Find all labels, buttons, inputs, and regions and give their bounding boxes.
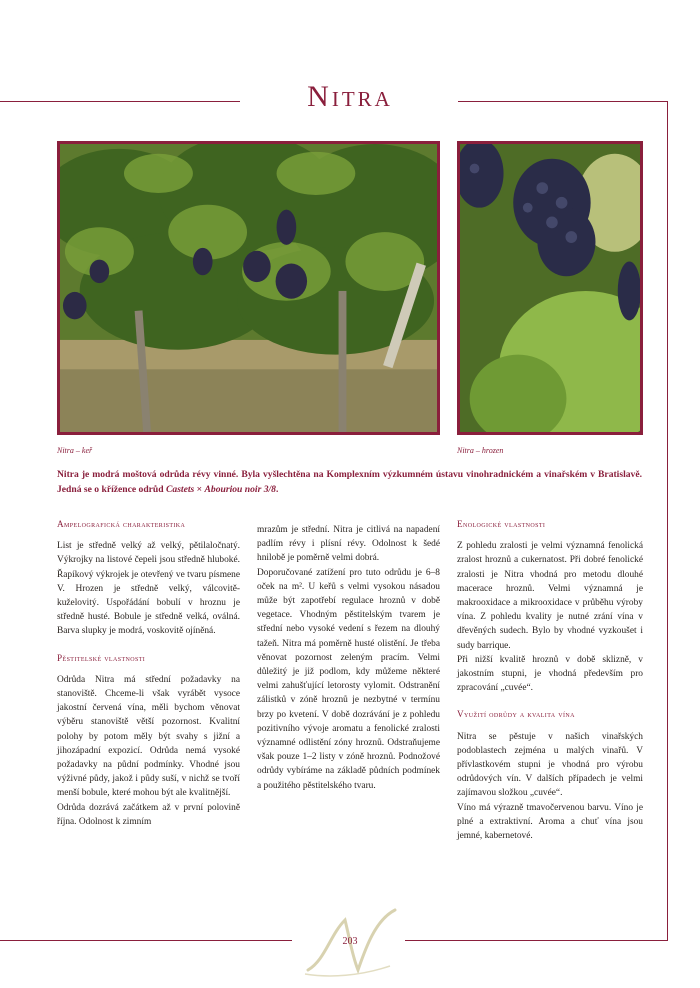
intro-paragraph (57, 467, 642, 497)
intro-cross-parent-1: Castets (166, 484, 195, 495)
pestitel-paragraph-2: Odrůda dozrává začátkem až v první polovině října. Odolnost k zimním (57, 802, 240, 827)
vyuziti-paragraph-2: Víno má výrazně tmavočervenou barvu. Víno je plné a extraktivní. Aroma a chuť vína jsou jemné, kabernetové. (457, 802, 643, 842)
grape-cluster-icon (460, 144, 640, 432)
column-right (457, 517, 643, 843)
intro-text: Nitra je modrá moštová odrůda révy vinné. Byla vyšlechtěna na Komplexním výzkumném ústavu vinohradnickém a vinařském v Bratislavě. Jedná se o křížence odrůd (57, 469, 642, 495)
section-heading-vyuziti: Využití odrůdy a kvalita vína (457, 709, 575, 720)
middle-paragraph-2: Doporučované zatížení pro tuto odrůdu je 6–8 oček na m². U keřů s velmi vysokou násadou může být zapotřebí regulace hroznů v době vegetace. Vhodným pěstitelským tvarem je střední nebo vysoké vedení s řezem na dlouhý tažeň. Nitra má poměrně husté olistění. Je třeba věnovat pozornost zeleným pracím. Velmi důležitý je již podlom, kdy můžeme některé velmi zahušťující letorosty vylomit. Odstranění zálistků v zóně hroznů je nezbytné v termínu brzy po kvetení. V době dozrávání je z pohledu pozitivního vývoje aromatu a fenolické zralosti významné odlistění zóny hroznů. Odstraňujeme však pouze 1–2 listy v zóně hroznů. Podnožové odrůdy vybíráme na základě půdních podmínek a použitého pěstitelského tvaru. (257, 567, 440, 791)
eno-paragraph-1: Z pohledu zralosti je velmi významná fenolická zralost hroznů a cukernatost. Při dobré fenolické zralosti je Nitra vhodná pro metodu dlouhé macerace hroznů. Velmi významná je makrooxidace a mikrooxidace v průběhu výroby vína. Z pohledu kvality je nutné zrání vína v dřevěných sudech. Bylo by vhodné vyzkoušet i sudy barrique. (457, 541, 643, 651)
bottom-rule-left (0, 940, 292, 941)
column-middle (257, 523, 440, 793)
intro-cross-parent-2: Abouriou noir 3/8 (204, 484, 276, 495)
column-left (57, 517, 240, 829)
eno-paragraph-2: Při nižší kvalitě hroznů v době sklizně, v jakostním stupni, je vhodná především pro zpracování „cuvée“. (457, 654, 643, 694)
vyuziti-paragraph-1: Nitra se pěstuje v našich vinařských podoblastech zejména u malých vinařů. V přívlastkovém stupni je vhodná pro výrobu odrůdových vín. V dalších případech je velmi zajímavou složkou „cuvée“. (457, 731, 643, 799)
ampelo-paragraph: List je středně velký až velký, pětilaločnatý. Výkrojky na listové čepeli jsou středně hluboké. Řapíkový výkrojek je otevřený ve tvaru písmene V. Hrozen je středně velký, válcovitě-kuželovitý. Uspořádání bobulí v hroznu je středně husté. Bobule je středně velká, oválná. Barva slupky je modrá, voskovitě ojíněná. (57, 541, 240, 637)
bottom-rule-right (405, 940, 668, 941)
photo-caption-cluster: Nitra – hrozen (457, 446, 504, 455)
middle-paragraph-1: mrazům je střední. Nitra je citlivá na napadení padlím révy i plísní révy. Odolnost k šedé hnilobě je poměrně velmi dobrá. (257, 525, 440, 564)
intro-times: × (194, 484, 205, 495)
grapevine-bush-icon (60, 144, 437, 432)
page-title: Nitra (307, 80, 393, 113)
page-number: 203 (342, 936, 358, 947)
vine-bush-photo (57, 141, 440, 435)
intro-end: . (275, 484, 279, 495)
photo-caption-bush: Nitra – keř (57, 446, 93, 455)
right-frame-rule (667, 101, 668, 941)
section-heading-eno: Enologické vlastnosti (457, 519, 546, 529)
section-heading-ampelo: Ampelografická charakteristika (57, 519, 186, 529)
section-heading-pestitel: Pěstitelské vlastnosti (57, 652, 146, 663)
grape-cluster-photo (457, 141, 643, 435)
pestitel-paragraph-1: Odrůda Nitra má střední požadavky na stanoviště. Chceme-li však vyrábět vysoce jakostní červená vína, měli bychom věnovat výběru stanoviště větší pozornost. Kvalitní polohy by potom měly být svahy s jižní a jihozápadní expozicí. Odrůda nemá vysoké požadavky na půdní podmínky. Vhodné jsou výživné půdy, jakož i půdy suší, v nichž se tvoří menší bobule, které mohou být ale kvalitnější. (57, 674, 240, 799)
